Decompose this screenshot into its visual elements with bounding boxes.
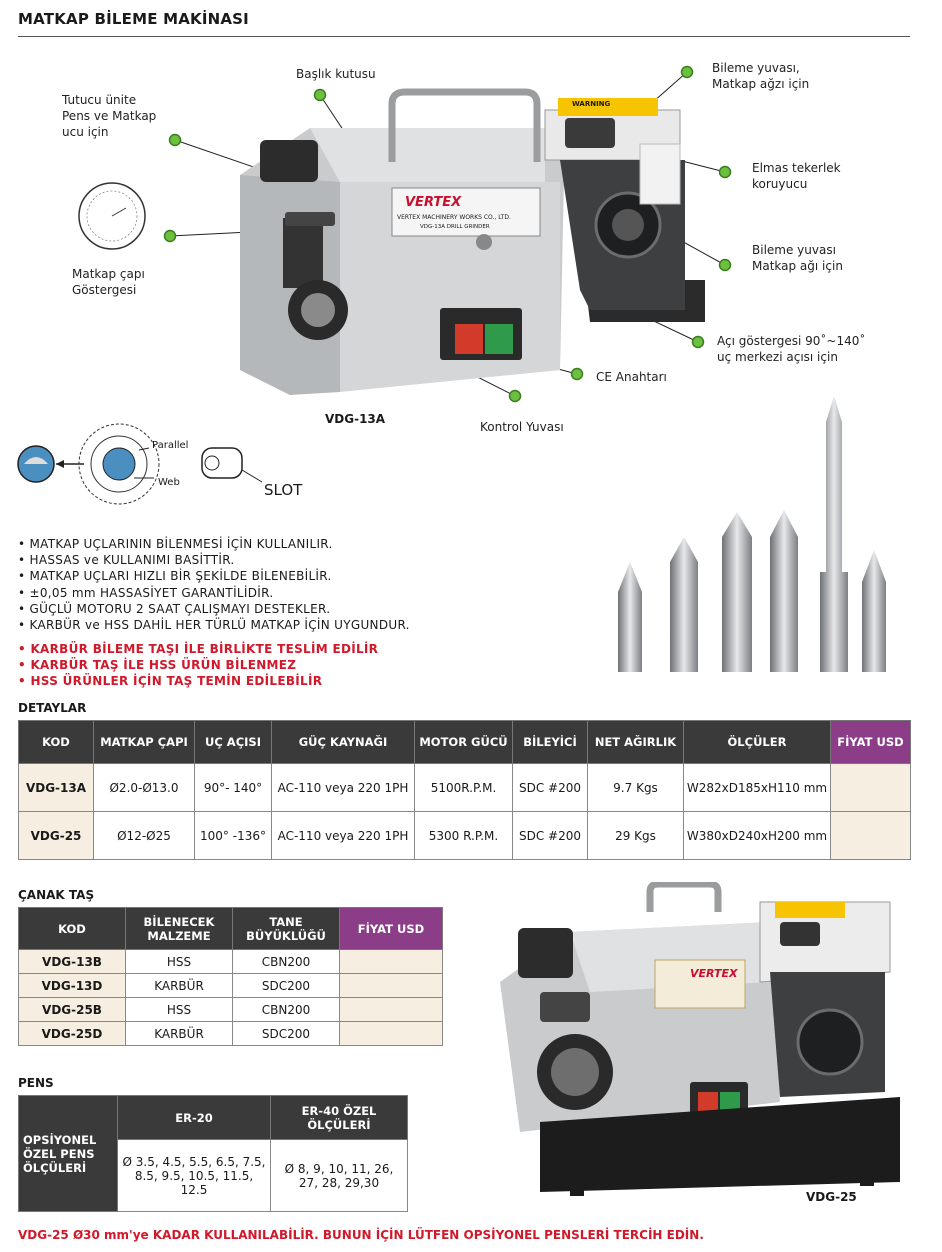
cell-kod: VDG-13A	[19, 764, 94, 812]
col-uc-acisi: UÇ AÇISI	[195, 721, 272, 764]
feature-item: • KARBÜR ve HSS DAHİL HER TÜRLÜ MATKAP İÇİN UYGUNDUR.	[18, 617, 410, 633]
table-row	[19, 998, 443, 1022]
brand-logo: VERTEX	[405, 195, 462, 210]
cell: 9.7 Kgs	[588, 764, 684, 812]
cell: 90°- 140°	[195, 764, 272, 812]
feature-list-red	[18, 641, 378, 690]
callout-aci: Açı göstergesi 90˚~140˚ uç merkezi açısı için	[717, 334, 866, 364]
cell-fiyat	[340, 998, 443, 1022]
parallel-label: Parallel	[152, 440, 189, 451]
model-label-top: VDG-13A	[325, 412, 386, 426]
callout-matkap-capi: Matkap çapı Göstergesi	[72, 267, 145, 297]
warning-label: WARNING	[572, 100, 611, 108]
callout-elmas: Elmas tekerlek koruyucu	[752, 161, 841, 191]
page-title: MATKAP BİLEME MAKİNASI	[18, 10, 249, 28]
feature-item: • GÜÇLÜ MOTORU 2 SAAT ÇALIŞMAYI DESTEKLER.	[18, 601, 410, 617]
col-er40: ER-40 ÖZEL ÖLÇÜLERİ	[271, 1096, 408, 1140]
cell-fiyat	[831, 812, 911, 860]
footer-note: VDG-25 Ø30 mm'ye KADAR KULLANILABİLİR. BUNUN İÇİN LÜTFEN OPSİYONEL PENSLERİ TERCİH EDİN.	[18, 1228, 704, 1242]
cell: AC-110 veya 220 1PH	[272, 812, 415, 860]
callout-bileme-agi: Bileme yuvası Matkap ağı için	[752, 243, 843, 273]
company-label: VERTEX MACHINERY WORKS CO., LTD.	[397, 214, 511, 221]
cell-kod: VDG-25	[19, 812, 94, 860]
model-plate: VDG-13A DRILL GRINDER	[420, 224, 490, 230]
feature-item: • MATKAP UÇLARININ BİLENMESİ İÇİN KULLANILIR.	[18, 536, 410, 552]
pens-row-header: OPSİYONEL ÖZEL PENS ÖLÇÜLERİ	[19, 1096, 118, 1212]
cell: CBN200	[233, 998, 340, 1022]
cell: 100° -136°	[195, 812, 272, 860]
feature-item: • HASSAS ve KULLANIMI BASİTTİR.	[18, 552, 410, 568]
col-bileyici: BİLEYİCİ	[513, 721, 588, 764]
cell: 5300 R.P.M.	[415, 812, 513, 860]
cell: HSS	[126, 950, 233, 974]
cell: 5100R.P.M.	[415, 764, 513, 812]
cell-fiyat	[340, 1022, 443, 1046]
cell-kod: VDG-25B	[19, 998, 126, 1022]
cell: SDC200	[233, 974, 340, 998]
col-malzeme: BİLENECEK MALZEME	[126, 908, 233, 950]
cell: HSS	[126, 998, 233, 1022]
table-row	[19, 764, 911, 812]
col-guc-kaynagi: GÜÇ KAYNAĞI	[272, 721, 415, 764]
col-motor-gucu: MOTOR GÜCÜ	[415, 721, 513, 764]
feature-item: • MATKAP UÇLARI HIZLI BİR ŞEKİLDE BİLENEBİLİR.	[18, 568, 410, 584]
col-fiyat: FİYAT USD	[831, 721, 911, 764]
feature-item-red: • KARBÜR TAŞ İLE HSS ÜRÜN BİLENMEZ	[18, 657, 378, 673]
col-net-agirlik: NET AĞIRLIK	[588, 721, 684, 764]
cell: W282xD185xH110 mm	[684, 764, 831, 812]
cell: SDC #200	[513, 764, 588, 812]
slot-label: SLOT	[264, 481, 303, 499]
title-divider	[18, 36, 910, 37]
cell: CBN200	[233, 950, 340, 974]
callout-bileme-agzi: Bileme yuvası, Matkap ağzı için	[712, 61, 810, 91]
cell: KARBÜR	[126, 974, 233, 998]
pens-heading: PENS	[18, 1076, 54, 1090]
col-matkap-capi: MATKAP ÇAPI	[94, 721, 195, 764]
cell: AC-110 veya 220 1PH	[272, 764, 415, 812]
callout-tutucu: Tutucu ünite Pens ve Matkap ucu için	[62, 93, 157, 139]
col-tane: TANE BÜYÜKLÜĞÜ	[233, 908, 340, 950]
cell-kod: VDG-13D	[19, 974, 126, 998]
cell: SDC #200	[513, 812, 588, 860]
drill-bits-image	[612, 392, 912, 682]
callout-kontrol: Kontrol Yuvası	[480, 420, 564, 434]
cell-fiyat	[831, 764, 911, 812]
table-row	[19, 1022, 443, 1046]
feature-item-red: • HSS ÜRÜNLER İÇİN TAŞ TEMİN EDİLEBİLİR	[18, 673, 378, 689]
callout-ce: CE Anahtarı	[596, 370, 667, 384]
detaylar-table	[18, 720, 911, 860]
cell: W380xD240xH200 mm	[684, 812, 831, 860]
detaylar-heading: DETAYLAR	[18, 701, 87, 715]
parallel-web-diagram	[14, 420, 334, 520]
cell: Ø2.0-Ø13.0	[94, 764, 195, 812]
feature-item: • ±0,05 mm HASSASİYET GARANTİLİDİR.	[18, 585, 410, 601]
col-fiyat: FİYAT USD	[340, 908, 443, 950]
feature-item-red: • KARBÜR BİLEME TAŞI İLE BİRLİKTE TESLİM EDİLİR	[18, 641, 378, 657]
canak-table	[18, 907, 443, 1046]
model-label-bottom: VDG-25	[806, 1190, 857, 1204]
cell-kod: VDG-13B	[19, 950, 126, 974]
table-header-row	[19, 1096, 408, 1140]
cell: SDC200	[233, 1022, 340, 1046]
cell-er40: Ø 8, 9, 10, 11, 26, 27, 28, 29,30	[271, 1140, 408, 1212]
col-er20: ER-20	[118, 1096, 271, 1140]
table-header-row	[19, 721, 911, 764]
table-row	[19, 950, 443, 974]
table-row	[19, 812, 911, 860]
pens-table	[18, 1095, 408, 1212]
cell-fiyat	[340, 950, 443, 974]
cell: 29 Kgs	[588, 812, 684, 860]
vdg-25-illustration	[490, 882, 910, 1202]
cell-kod: VDG-25D	[19, 1022, 126, 1046]
cell: Ø12-Ø25	[94, 812, 195, 860]
col-kod: KOD	[19, 721, 94, 764]
brand-logo-bottom: VERTEX	[690, 967, 738, 980]
feature-list	[18, 536, 410, 633]
cell-er20: Ø 3.5, 4.5, 5.5, 6.5, 7.5, 8.5, 9.5, 10.5, 11.5, 12.5	[118, 1140, 271, 1212]
callout-baslik: Başlık kutusu	[296, 67, 376, 81]
web-label: Web	[158, 477, 180, 488]
col-olculer: ÖLÇÜLER	[684, 721, 831, 764]
col-kod: KOD	[19, 908, 126, 950]
cell: KARBÜR	[126, 1022, 233, 1046]
table-header-row	[19, 908, 443, 950]
canak-heading: ÇANAK TAŞ	[18, 888, 95, 902]
table-row	[19, 974, 443, 998]
cell-fiyat	[340, 974, 443, 998]
